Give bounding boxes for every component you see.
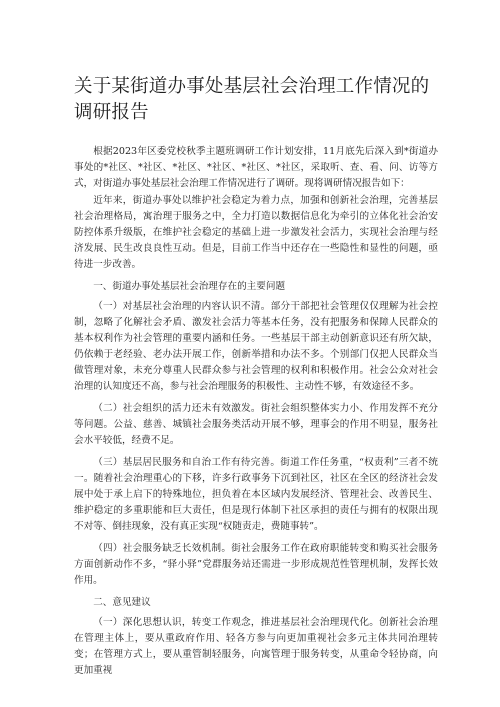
document-title: 关于某街道办事处基层社会治理工作情况的调研报告 bbox=[74, 76, 430, 123]
intro-paragraph: 根据2023年区委党校秋季主题班调研工作计划安排，11月底先后深入到*街道办事处的*社区、*社区、*社区、*社区、*社区、*社区，采取听、查、看、问、访等方式，对街道办事处基层社会治理工作情况进行了调研。现将调研情况报告如下： bbox=[74, 146, 438, 189]
suggestion-paragraph-1: （一）深化思想认识，转变工作观念，推进基层社会治理现代化。创新社会治理在管理主体上，要从重政府作用、轻各方参与向更加重视社会多元主体共同治理转变；在管理方式上，要从重管制轻服务，向寓管理于服务转变，从重命令轻协商，向更加重视 bbox=[74, 617, 438, 676]
issue-paragraph-2: （二）社会组织的活力还未有效激发。街社会组织整体实力小、作用发挥不充分等问题。公益、慈善、城镇社会服务类活动开展不够，理事会的作用不明显，服务社会水平较低，经费不足。 bbox=[74, 403, 438, 446]
issue-paragraph-4: （四）社会服务缺乏长效机制。街社会服务工作在政府职能转变和购买社会服务方面创新动作不多，“驿小驿”党群服务站还需进一步形成规范性管理机制，发挥长效作用。 bbox=[74, 543, 438, 586]
issue-paragraph-3: （三）基层居民服务和自治工作有待完善。街道工作任务重，“权责利”三者不统一。随着社会治理重心的下移，许多行政事务下沉到社区，社区在全区的经济社会发展中处于承上启下的特殊地位，担负着在本区域内发展经济、管理社会、改善民生、维护稳定的多重职能和巨大责任，但是现行体制下社区承担的责任与拥有的权限出现不对等、倒挂现象，没有真正实现“权随责走，费随事转”。 bbox=[74, 457, 438, 532]
issue-paragraph-1: （一）对基层社会治理的内容认识不清。部分干部把社会管理仅仅理解为社会控制，忽略了化解社会矛盾、激发社会活力等基本任务，没有把服务和保障人民群众的基本权利作为社会管理的重要内涵和任务。一些基层干部主动创新意识还有所欠缺，仍依赖于老经验、老办法开展工作，创新举措和办法不多。个别部门仅把人民群众当做管理对象，未充分尊重人民群众参与社会管理的权利和积极作用。社会公众对社会治理的认知度还不高，参与社会治理服务的积极性、主动性不够，有效途径不多。 bbox=[74, 301, 438, 392]
section-heading-problems: 一、街道办事处基层社会治理存在的主要问题 bbox=[93, 281, 286, 292]
section-heading-suggestions: 二、意见建议 bbox=[93, 597, 151, 608]
overview-paragraph: 近年来，街道办事处以维护社会稳定为着力点，加强和创新社会治理，完善基层社会治理格局，寓治理于服务之中，全力打造以数据信息化为牵引的立体化社会治安防控体系升级版，在维护社会稳定的基础上进一步激发社会活力，实现社会治理与经济发展、民生改良良性互动。但是，目前工作当中还存在一些隐性和显性的问题，亟待进一步改善。 bbox=[74, 195, 438, 270]
